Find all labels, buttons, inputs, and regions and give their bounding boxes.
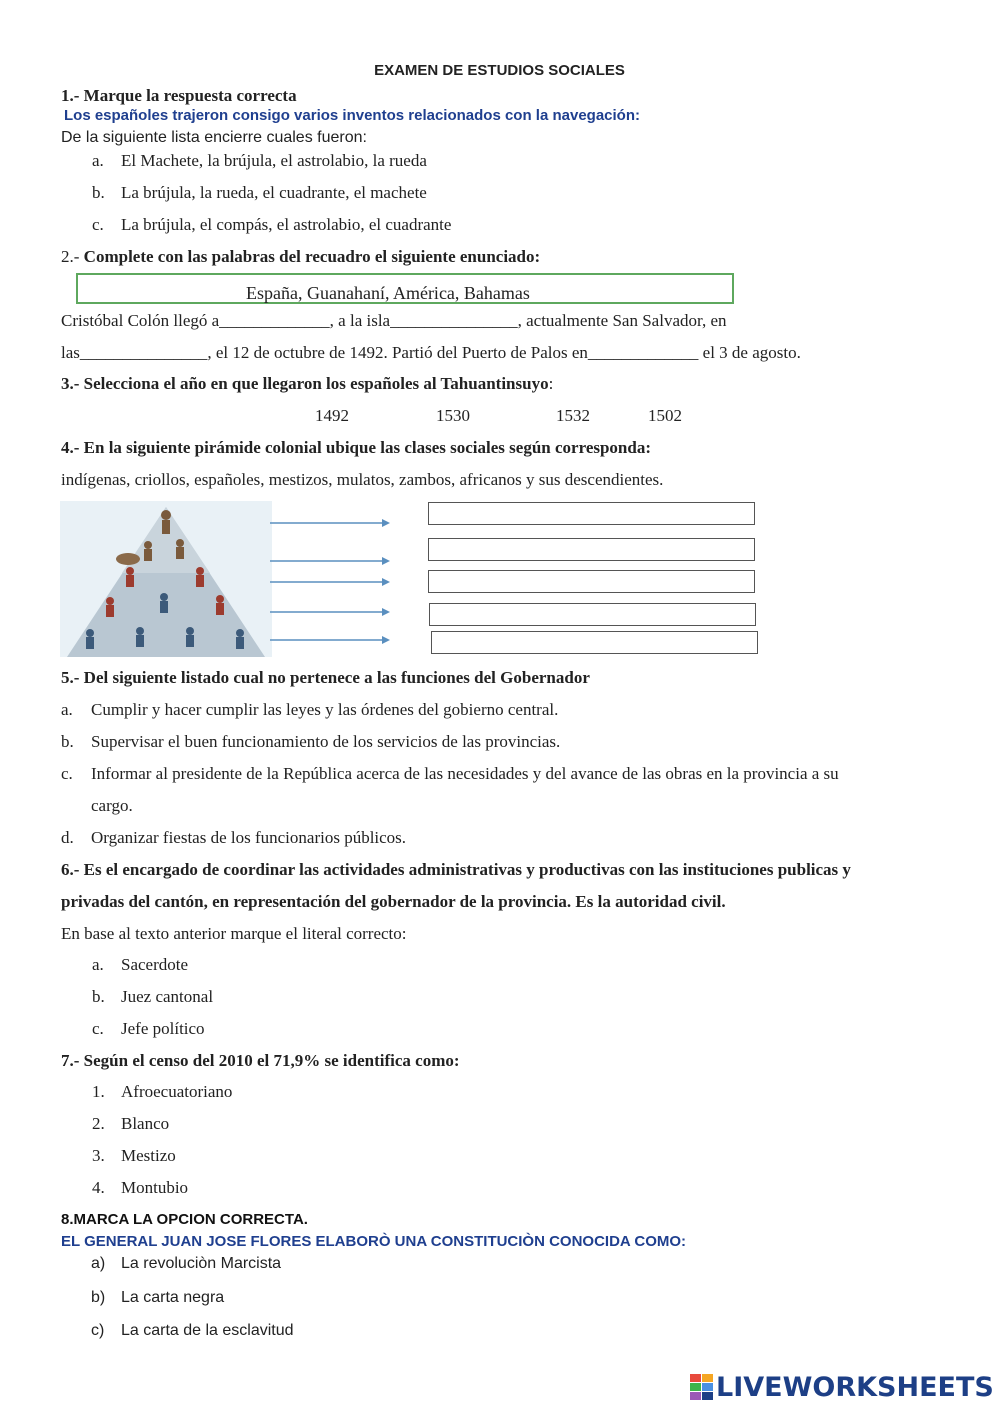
q3-colon: : [548,374,554,393]
q6-option-b[interactable] [92,987,214,1007]
option-letter: c. [92,215,104,234]
option-letter: b. [92,987,105,1006]
arrow-icon [270,575,390,589]
q3-heading-text: 3.- Selecciona el año en que llegaron los españoles al Tahuantinsuyo [61,374,549,393]
q6-text-line-1: 6.- Es el encargado de coordinar las actividades administrativas y productivas con las instituciones publicas y [61,860,851,879]
option-text: Montubio [121,1178,189,1197]
option-text: Mestizo [121,1146,176,1165]
q4-class-list: indígenas, criollos, españoles, mestizos, mulatos, zambos, africanos y sus descendientes. [61,470,664,489]
option-letter: 1. [92,1082,105,1101]
pyramid-answer-box-1[interactable] [428,502,755,525]
q1-instruction: De la siguiente lista encierre cuales fueron: [61,129,367,146]
arrow-icon [270,554,390,568]
option-letter: a. [61,700,73,719]
pyramid-answer-box-3[interactable] [428,570,755,593]
q4-heading: 4.- En la siguiente pirámide colonial ubique las clases sociales según corresponda: [61,438,652,457]
option-text: La brújula, el compás, el astrolabio, el cuadrante [121,215,452,234]
q7-option-3[interactable] [92,1146,176,1166]
q5-option-b[interactable] [61,732,561,752]
q8-option-a[interactable] [91,1255,282,1273]
q8-subheading: EL GENERAL JUAN JOSE FLORES ELABORÒ UNA CONSTITUCIÒN CONOCIDA COMO: [61,1233,687,1250]
q7-option-1[interactable] [92,1082,233,1102]
option-letter: b) [91,1289,106,1306]
option-text: Juez cantonal [121,987,214,1006]
q2-number: 2.- [61,247,80,266]
option-letter: c. [61,764,73,783]
option-letter: 3. [92,1146,105,1165]
option-text: La brújula, la rueda, el cuadrante, el machete [121,183,427,202]
option-text: Sacerdote [121,955,189,974]
option-text: Informar al presidente de la República acerca de las necesidades y del avance de las obras en la provincia a su [91,764,839,783]
option-letter: d. [61,828,74,847]
option-text: Jefe político [121,1019,205,1038]
year-option-1532[interactable]: 1532 [556,406,590,425]
q2-sentence-line-1: Cristóbal Colón llegó a_____________, a la isla_______________, actualmente San Salvador, en [61,311,727,330]
q5-option-c[interactable] [61,764,839,784]
q7-option-4[interactable] [92,1178,189,1198]
pyramid-answer-box-4[interactable] [429,603,756,626]
q7-heading: 7.- Según el censo del 2010 el 71,9% se identifica como: [61,1051,460,1070]
option-letter: b. [61,732,74,751]
word-box-text: España, Guanahaní, América, Bahamas [246,283,530,303]
pyramid-answer-box-5[interactable] [431,631,758,654]
q1-option-a[interactable] [92,151,427,171]
option-letter: c. [92,1019,104,1038]
q1-option-c[interactable] [92,215,452,235]
q8-option-c[interactable] [91,1322,294,1340]
q6-option-c[interactable] [92,1019,205,1039]
page-title: EXAMEN DE ESTUDIOS SOCIALES [374,62,625,79]
option-letter: a) [91,1255,106,1272]
q5-option-c-continuation: cargo. [91,796,133,815]
q6-instruction: En base al texto anterior marque el literal correcto: [61,924,407,943]
q5-option-a[interactable] [61,700,559,720]
q1-heading: 1.- Marque la respuesta correcta [61,86,297,105]
q6-option-a[interactable] [92,955,189,975]
q6-text-line-2: privadas del cantón, en representación del gobernador de la provincia. Es la autoridad civil. [61,892,726,911]
option-text: Afroecuatoriano [121,1082,233,1101]
q5-option-d[interactable] [61,828,407,848]
q3-heading [61,374,553,394]
pyramid-answer-box-2[interactable] [428,538,755,561]
arrow-icon [270,516,390,530]
option-text: Supervisar el buen funcionamiento de los servicios de las provincias. [91,732,561,751]
q1-option-b[interactable] [92,183,427,203]
option-text: La revoluciòn Marcista [121,1255,282,1272]
q7-option-2[interactable] [92,1114,170,1134]
q1-subheading: Los españoles trajeron consigo varios inventos relacionados con la navegación: [64,107,640,124]
option-text: La carta de la esclavitud [121,1322,294,1339]
option-letter: b. [92,183,105,202]
option-text: El Machete, la brújula, el astrolabio, la rueda [121,151,427,170]
option-text: Organizar fiestas de los funcionarios públicos. [91,828,407,847]
year-option-1502[interactable]: 1502 [648,406,682,425]
q5-heading: 5.- Del siguiente listado cual no pertenece a las funciones del Gobernador [61,668,590,687]
year-option-1492[interactable]: 1492 [315,406,349,425]
q2-heading [61,247,540,267]
option-text: Blanco [121,1114,170,1133]
q2-sentence-line-2: las_______________, el 12 de octubre de 1492. Partió del Puerto de Palos en_____________ el 3 de agosto. [61,343,801,362]
option-letter: c) [91,1322,105,1339]
option-letter: 4. [92,1178,105,1197]
option-letter: 2. [92,1114,105,1133]
arrow-icon [270,605,390,619]
q2-heading-text: Complete con las palabras del recuadro el siguiente enunciado: [83,247,541,266]
option-letter: a. [92,151,104,170]
option-text: La carta negra [121,1289,225,1306]
option-letter: a. [92,955,104,974]
word-box [76,273,734,304]
option-text: Cumplir y hacer cumplir las leyes y las órdenes del gobierno central. [91,700,559,719]
liveworksheets-brand: LIVEWORKSHEETS [716,1372,994,1403]
q8-option-b[interactable] [91,1289,225,1307]
q8-heading: 8.MARCA LA OPCION CORRECTA. [61,1211,308,1228]
colonial-pyramid-image [60,501,272,657]
arrow-icon [270,633,390,647]
liveworksheets-logo-icon [690,1372,714,1402]
year-option-1530[interactable]: 1530 [436,406,470,425]
